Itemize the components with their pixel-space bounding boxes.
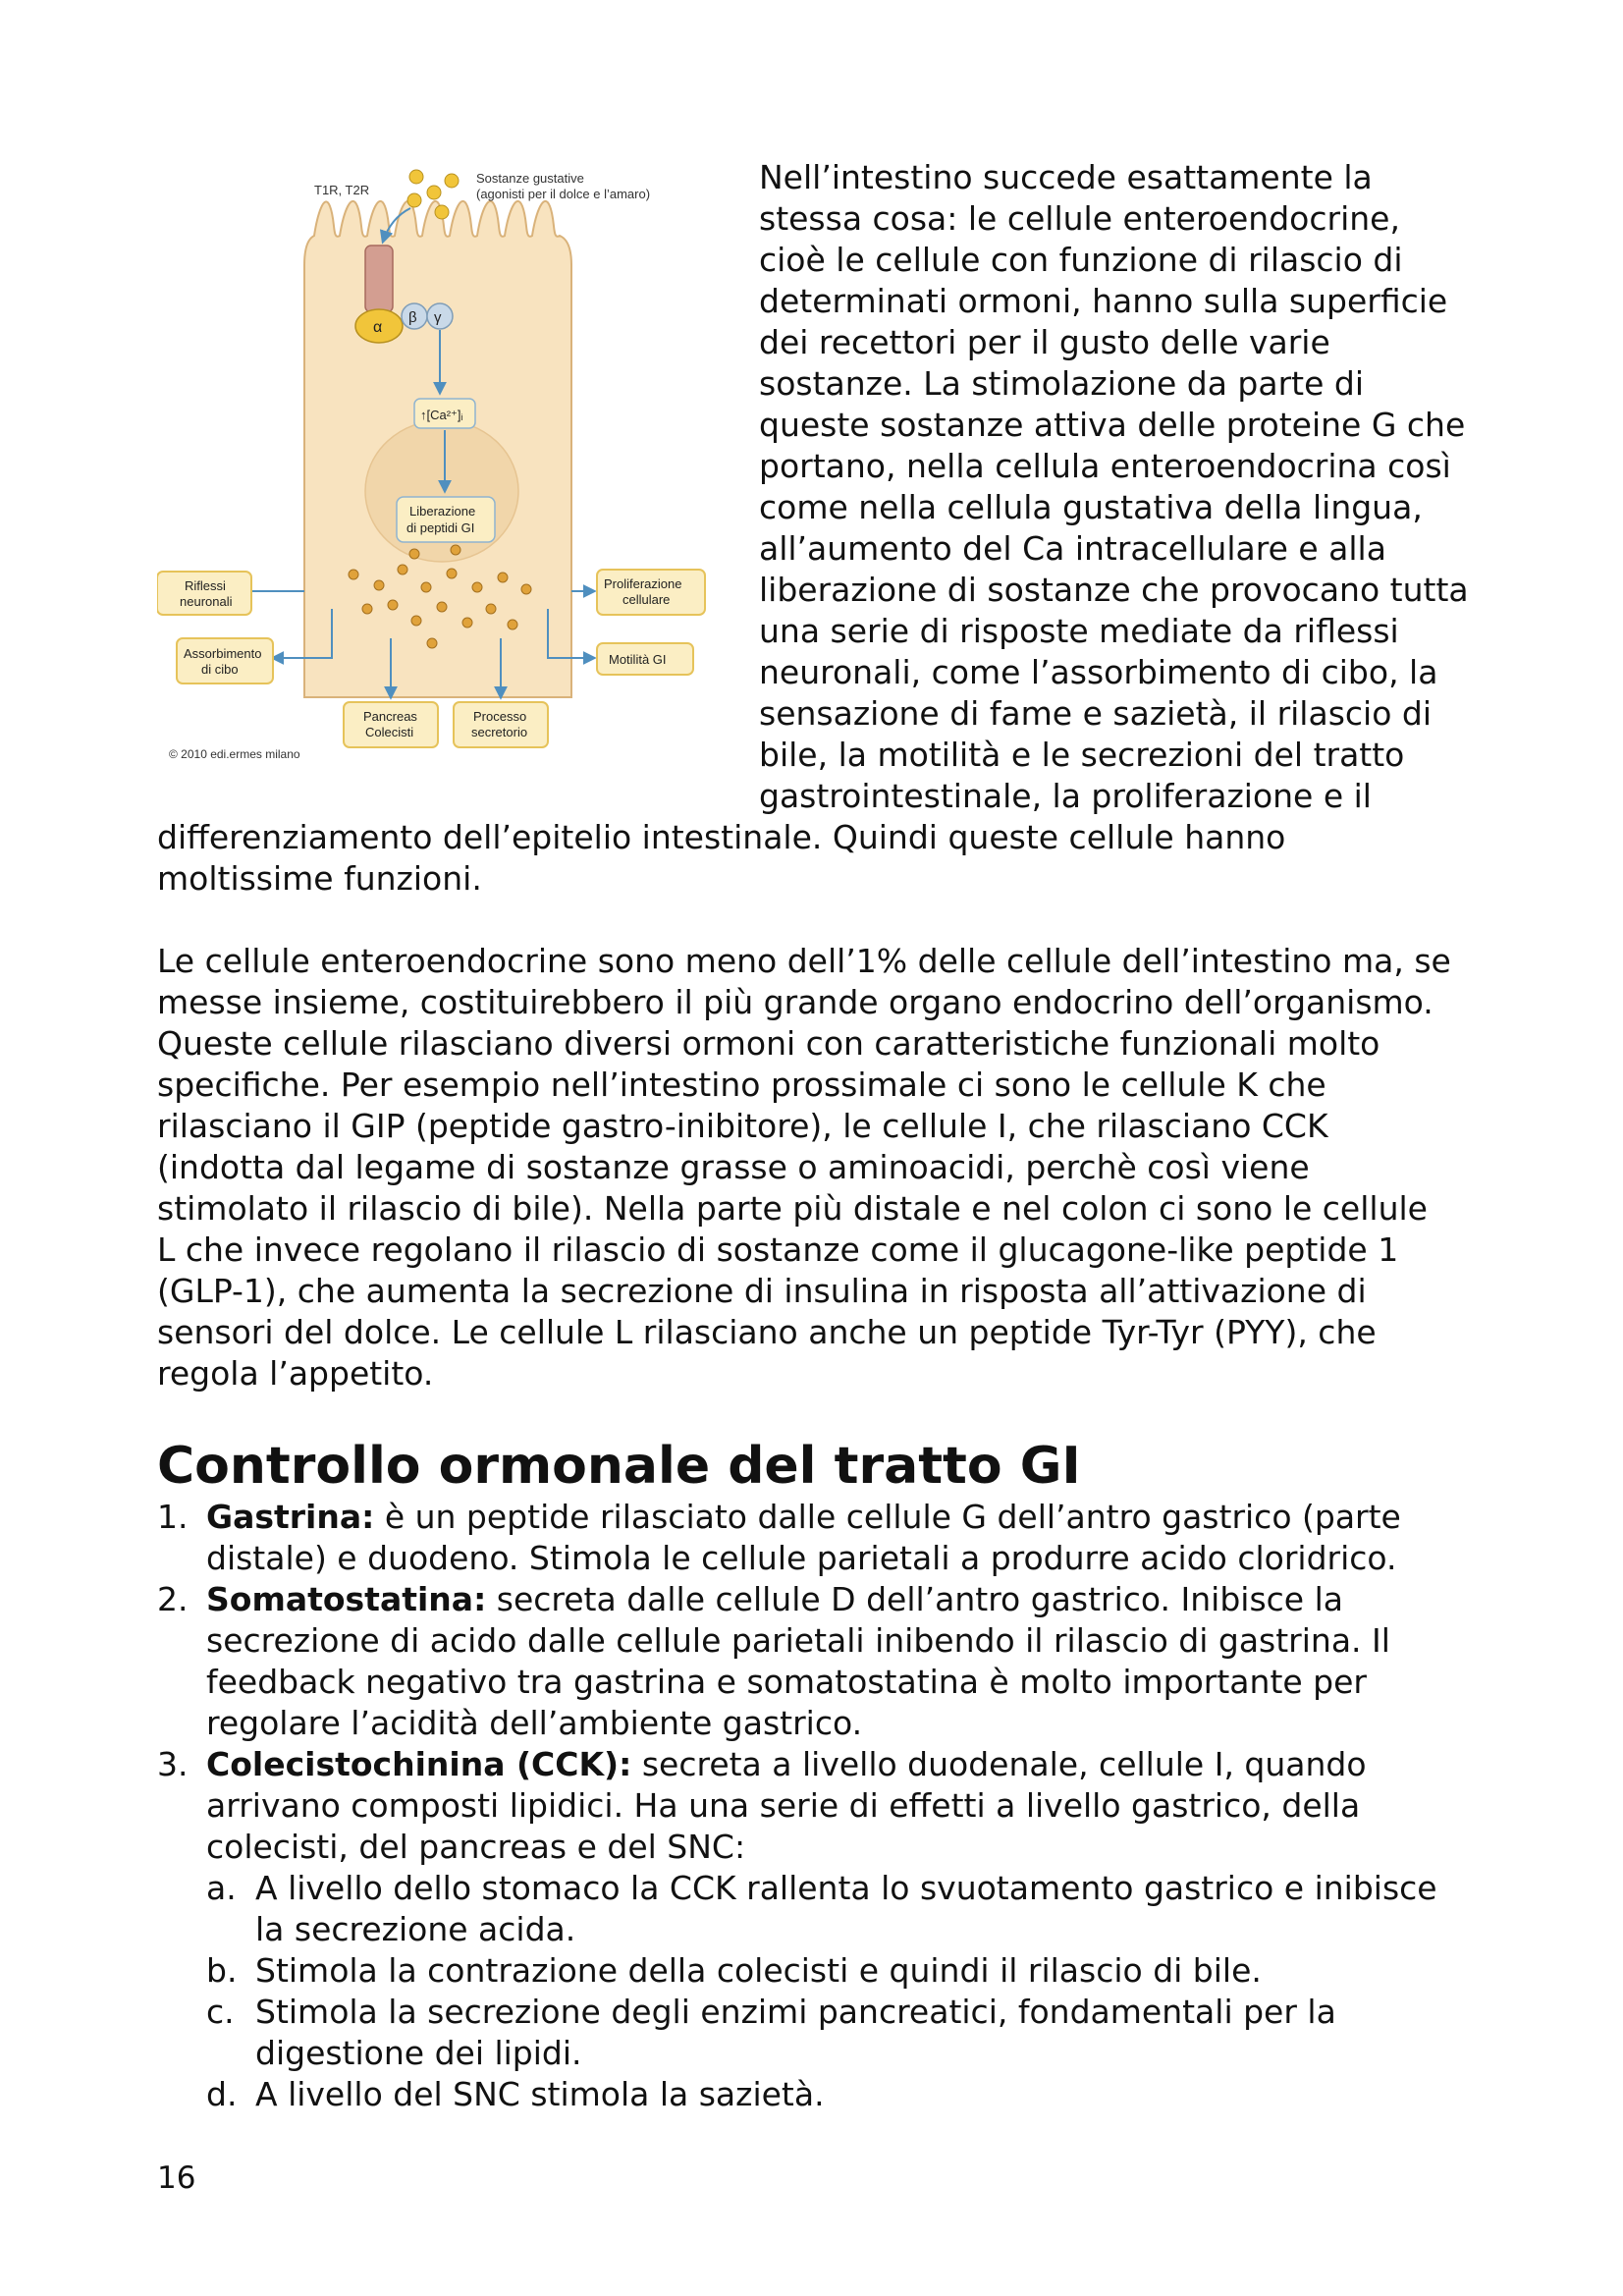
text-line: Stimola la secrezione degli enzimi pancreatici, fondamentali per la (255, 1993, 1336, 2031)
tastant-granule (435, 205, 449, 219)
list-item-number: 2. (157, 1580, 189, 1618)
hormone-term: Colecistochinina (CCK): (206, 1745, 632, 1783)
gamma-label: γ (434, 309, 442, 326)
figure-copyright-text: © 2010 edi.ermes milano (169, 747, 300, 761)
text-line: dei recettori per il gusto delle varie (759, 323, 1330, 361)
alpha-label: α (373, 319, 383, 336)
text-line: Nell’intestino succede esattamente la (759, 158, 1373, 196)
text-line: sostanze. La stimolazione da parte di (759, 364, 1365, 403)
sub-list-item-body (255, 1868, 1532, 1950)
hormone-description: è un peptide rilasciato dalle cellule G dell’antro gastrico (parte (374, 1498, 1401, 1536)
sub-list-item-body (255, 1992, 1532, 2074)
sub-list-item-letter: b. (206, 1951, 238, 1990)
receptor-label: T1R, T2R (314, 183, 370, 197)
pancreas-label-line2: Colecisti (365, 725, 414, 739)
text-line: differenziamento dell’epitelio intestinale. Quindi queste cellule hanno (157, 818, 1286, 856)
list-item-number: 3. (157, 1745, 189, 1783)
hormone-description: secreta a livello duodenale, cellule I, quando (631, 1745, 1367, 1783)
text-line: colecisti, del pancreas e del SNC: (206, 1828, 746, 1866)
text-line: secrezione di acido dalle cellule parietali inibendo il rilascio di gastrina. Il (206, 1621, 1390, 1660)
motility-label: Motilità GI (609, 652, 667, 667)
text-line: Queste cellule rilasciano diversi ormoni con caratteristiche funzionali molto (157, 1024, 1380, 1063)
text-line: cioè le cellule con funzione di rilascio di (759, 241, 1403, 279)
text-line: distale) e duodeno. Stimola le cellule parietali a produrre acido cloridrico. (206, 1539, 1397, 1577)
text-line: all’aumento del Ca intracellulare e alla (759, 529, 1386, 568)
text-line: moltissime funzioni. (157, 859, 482, 898)
text-line: messe insieme, costituirebbero il più grande organo endocrino dell’organismo. (157, 983, 1434, 1021)
section-heading: Controllo ormonale del tratto GI (157, 1437, 1081, 1496)
list-item (157, 1744, 1532, 1868)
sub-list-item (206, 1950, 1532, 1992)
text-line: feedback negativo tra gastrina e somatostatina è molto importante per (206, 1663, 1367, 1701)
text-line: liberazione di sostanze che provocano tutta (759, 571, 1469, 609)
secretory-label-line1: Processo (473, 709, 527, 724)
list-item (157, 1497, 1532, 1579)
text-line: (indotta dal legame di sostanze grasse o aminoacidi, perchè così viene (157, 1148, 1310, 1186)
text-line (206, 1497, 1532, 1538)
reflexes-label-line2: neuronali (180, 594, 233, 609)
secretory-label-line2: secretorio (471, 725, 528, 739)
text-line: queste sostanze attiva delle proteine G che (759, 406, 1466, 444)
text-line: la secrezione acida. (255, 1910, 576, 1948)
text-line (206, 1744, 1532, 1785)
hormone-list (157, 1497, 1532, 2115)
pancreas-label-line1: Pancreas (363, 709, 417, 724)
sub-list-item-body (255, 2074, 1532, 2115)
list-item-body (206, 1579, 1532, 1744)
text-line: A livello del SNC stimola la sazietà. (255, 2075, 825, 2113)
list-item-body (206, 1497, 1532, 1579)
absorption-label-line1: Assorbimento (184, 646, 262, 661)
text-line (206, 1579, 1532, 1620)
text-line: L che invece regolano il rilascio di sostanze come il glucagone-like peptide 1 (157, 1230, 1399, 1269)
text-line: Stimola la contrazione della colecisti e quindi il rilascio di bile. (255, 1951, 1262, 1990)
text-line: gastrointestinale, la proliferazione e il (759, 777, 1372, 815)
release-label-line1: Liberazione (409, 504, 476, 519)
sub-list-item-body (255, 1950, 1532, 1992)
text-line: regolare l’acidità dell’ambiente gastrico. (206, 1704, 863, 1742)
enteroendocrine-cell-figure (157, 147, 727, 776)
absorption-box (177, 638, 273, 683)
receptor-channel (365, 246, 393, 312)
sub-list-item-letter: d. (206, 2075, 238, 2113)
sub-list-item-letter: a. (206, 1869, 237, 1907)
intro-paragraph-continued (157, 817, 1532, 900)
proliferation-label-line2: cellulare (622, 592, 671, 607)
text-line: bile, la motilità e le secrezioni del tratto (759, 736, 1405, 774)
hormone-term: Gastrina: (206, 1498, 375, 1536)
calcium-label: ↑[Ca²⁺]ᵢ (420, 408, 463, 422)
enteroendocrine-paragraph (157, 941, 1532, 1394)
beta-label: β (408, 309, 417, 326)
page-number: 16 (157, 2160, 196, 2196)
absorption-label-line2: di cibo (201, 662, 239, 677)
text-line: (GLP-1), che aumenta la secrezione di insulina in risposta all’attivazione di (157, 1272, 1367, 1310)
text-line: stimolato il rilascio di bile). Nella parte più distale e nel colon ci sono le cellule (157, 1189, 1428, 1228)
tastant-granule (427, 186, 441, 199)
text-line: sensori del dolce. Le cellule L rilasciano anche un peptide Tyr-Tyr (PYY), che (157, 1313, 1377, 1351)
list-item (157, 1579, 1532, 1744)
text-line: determinati ormoni, hanno sulla superficie (759, 282, 1448, 320)
intro-paragraph-wrapped (759, 157, 1603, 817)
proliferation-label-line1: Proliferazione (604, 576, 682, 591)
tastants-label-line2: (agonisti per il dolce e l’amaro) (476, 187, 651, 201)
text-line: portano, nella cellula enteroendocrina così (759, 447, 1451, 485)
text-line: una serie di risposte mediate da riflessi (759, 612, 1399, 650)
text-line: sensazione di fame e sazietà, il rilascio di (759, 694, 1432, 733)
text-line: come nella cellula gustativa della lingua, (759, 488, 1423, 526)
text-line: A livello dello stomaco la CCK rallenta lo svuotamento gastrico e inibisce (255, 1869, 1437, 1907)
text-line: regola l’appetito. (157, 1354, 434, 1393)
text-line: specifiche. Per esempio nell’intestino prossimale ci sono le cellule K che (157, 1066, 1326, 1104)
tastant-granule (407, 193, 421, 207)
list-item-number: 1. (157, 1498, 189, 1536)
sub-list-item-letter: c. (206, 1993, 235, 2031)
text-line: rilasciano il GIP (peptide gastro-inibitore), le cellule I, che rilasciano CCK (157, 1107, 1328, 1145)
hormone-description: secreta dalle cellule D dell’antro gastrico. Inibisce la (486, 1580, 1343, 1618)
reflexes-label-line1: Riflessi (185, 578, 226, 593)
tastant-granule (409, 170, 423, 184)
sub-list-item (206, 1868, 1532, 1950)
text-line: arrivano composti lipidici. Ha una serie di effetti a livello gastrico, della (206, 1786, 1361, 1825)
text-line: stessa cosa: le cellule enteroendocrine, (759, 199, 1400, 238)
sub-list-item (206, 1992, 1532, 2074)
list-item-body (206, 1744, 1532, 1868)
text-line: digestione dei lipidi. (255, 2034, 582, 2072)
tastants-label-line1: Sostanze gustative (476, 171, 584, 186)
hormone-term: Somatostatina: (206, 1580, 487, 1618)
figure-svg (157, 147, 727, 776)
text-line: neuronali, come l’assorbimento di cibo, la (759, 653, 1438, 691)
sub-list-item (206, 2074, 1532, 2115)
text-line: Le cellule enteroendocrine sono meno dell’1% delle cellule dell’intestino ma, se (157, 942, 1451, 980)
release-label-line2: di peptidi GI (406, 520, 475, 535)
tastant-granule (445, 174, 459, 188)
